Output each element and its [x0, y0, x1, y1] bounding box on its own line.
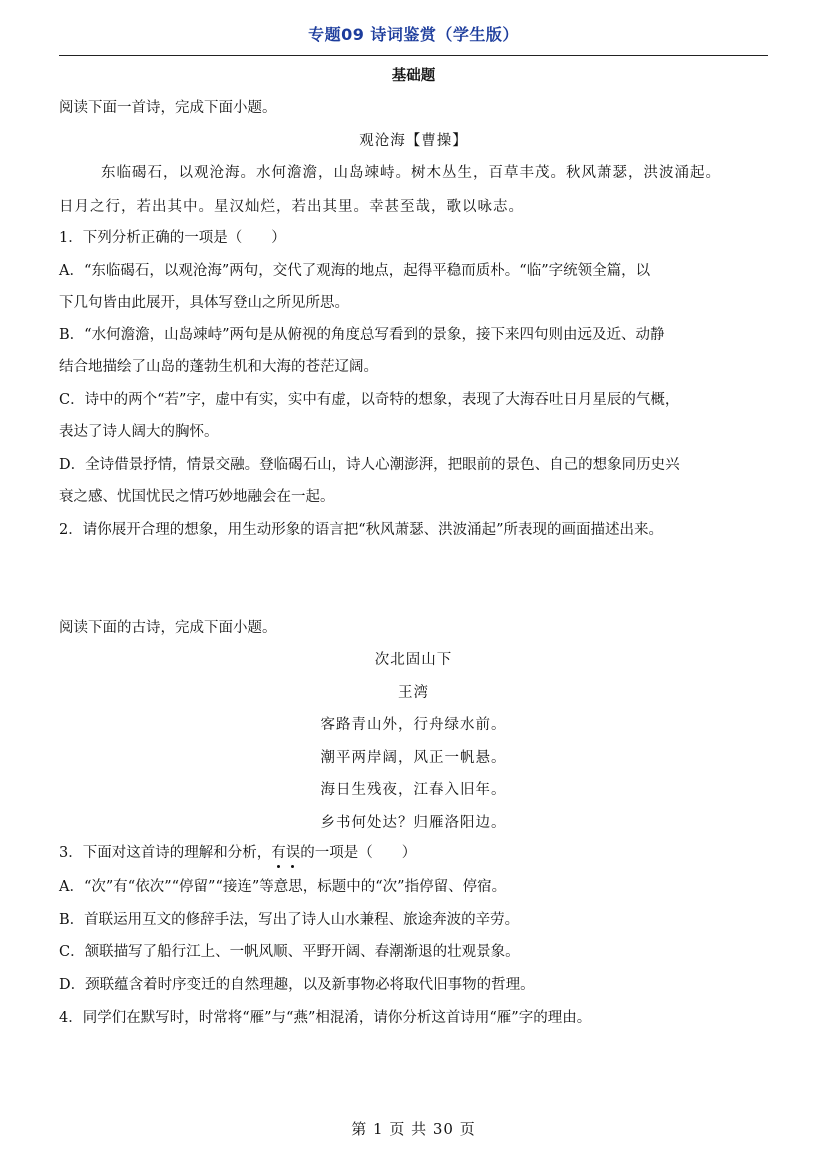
q1-option-a-line2: 下几句皆由此展开，具体写登山之所见所思。: [59, 295, 349, 311]
question-1: 1．下列分析正确的一项是（ ）: [59, 230, 286, 246]
poem1-line-2: 日月之行，若出其中。星汉灿烂，若出其里。幸甚至哉，歌以咏志。: [59, 199, 524, 215]
poem2-line-2: 潮平两岸阔，风正一帆悬。: [320, 750, 507, 766]
q1-option-d-line2: 衰之感、忧国忧民之情巧妙地融会在一起。: [59, 489, 335, 505]
poem2-line-3: 海日生残夜，江春入旧年。: [320, 782, 507, 798]
q3-emphasis-you: 有: [271, 845, 286, 861]
poem2-line-1: 客路青山外，行舟绿水前。: [320, 717, 507, 733]
q3-option-b: B．首联运用互文的修辞手法，写出了诗人山水兼程、旅途奔波的辛劳。: [59, 912, 520, 928]
question-2: 2．请你展开合理的想象，用生动形象的语言把“秋风萧瑟、洪波涌起”所表现的画面描述出来。: [59, 522, 664, 538]
q3-option-a: A．“次”有“依次”“停留”“接连”等意思，标题中的“次”指停留、停宿。: [59, 879, 507, 895]
question-3: [59, 843, 416, 863]
poem2-line-4: 乡书何处达？归雁洛阳边。: [320, 815, 507, 831]
q3-option-c: C．颔联描写了船行江上、一帆风顺、平野开阔、春潮渐退的壮观景象。: [59, 944, 520, 960]
q1-option-b-line1: B．“水何澹澹，山岛竦峙”两句是从俯视的角度总写看到的景象，接下来四句则由远及近、动静: [59, 327, 665, 343]
part2-instruction: 阅读下面的古诗，完成下面小题。: [59, 620, 277, 636]
q3-prefix: 3．下面对这首诗的理解和分析，: [59, 845, 272, 861]
q1-option-d-line1: D．全诗借景抒情，情景交融。登临碣石山，诗人心潮澎湃，把眼前的景色、自己的想象同历史兴: [59, 457, 680, 473]
poem2-title: 次北固山下: [374, 652, 453, 668]
poem2-author: 王湾: [398, 685, 429, 701]
q3-option-d: D．颈联蕴含着时序变迁的自然理趣，以及新事物必将取代旧事物的哲理。: [59, 977, 535, 993]
header-divider: [59, 55, 768, 56]
question-4: 4．同学们在默写时，时常将“雁”与“燕”相混淆，请你分析这首诗用“雁”字的理由。: [59, 1010, 592, 1026]
page-number: 第 1 页 共 30 页: [351, 1120, 476, 1138]
poem1-title: 观沧海【曹操】: [359, 133, 468, 149]
page-header-title: 专题09 诗词鉴赏（学生版）: [308, 25, 519, 44]
q1-option-a-line1: A．“东临碣石，以观沧海”两句，交代了观海的地点，起得平稳而质朴。“临”字统领全篇，以: [59, 263, 651, 279]
q1-option-b-line2: 结合地描绘了山岛的蓬勃生机和大海的苍茫辽阔。: [59, 359, 378, 375]
q1-option-c-line2: 表达了诗人阔大的胸怀。: [59, 424, 219, 440]
part1-instruction: 阅读下面一首诗，完成下面小题。: [59, 100, 277, 116]
poem1-line-1: 东临碣石，以观沧海。水何澹澹，山岛竦峙。树木丛生，百草丰茂。秋风萧瑟，洪波涌起。: [101, 165, 721, 181]
q3-emphasis-wu: 误: [285, 845, 301, 861]
section-title: 基础题: [391, 68, 436, 84]
q1-option-c-line1: C．诗中的两个“若”字，虚中有实，实中有虚，以奇特的想象，表现了大海吞吐日月星辰的气概，: [59, 392, 680, 408]
q3-suffix: 的一项是（ ）: [300, 845, 417, 861]
